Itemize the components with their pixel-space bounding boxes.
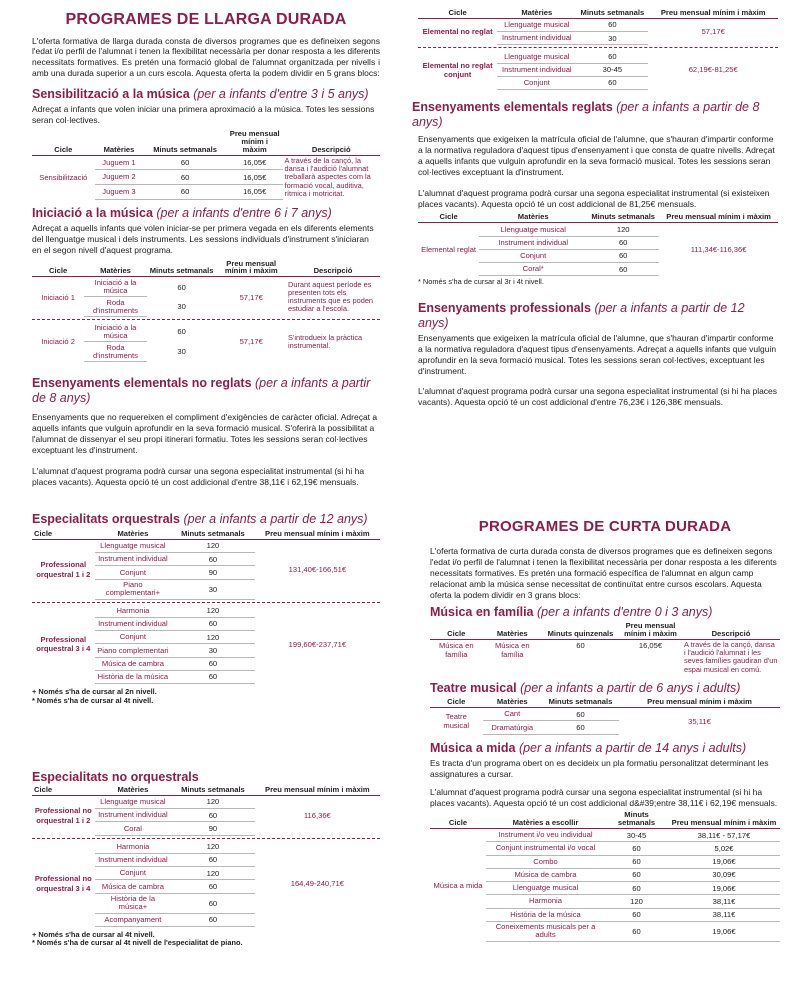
col-materies: Matèries a escollir — [486, 810, 605, 828]
col-preu: Preu mensual mínim i màxim — [619, 621, 682, 639]
desc-cell: A través de la cançó, dansa i l'audició l'alumnat i les seves famílies gaudiran d'un espai musical en comú. — [684, 640, 778, 674]
desc-cell: Durant aquest període es presenten tots els instruments que es poden estudiar a l'escola. — [288, 279, 374, 314]
col-descripcio: Descripció — [682, 621, 780, 639]
minuts-cell: 60 — [143, 170, 227, 185]
col-preu: Preu mensual mínim i màxim — [216, 259, 286, 277]
materia-cell: Piano complementari — [95, 644, 172, 657]
cycle-cell: Iniciació 1 — [41, 292, 75, 302]
familia-title: Música en família (per a infants d'entre 0 i 3 anys) — [430, 604, 713, 619]
minuts-cell: 60 — [576, 641, 585, 651]
materia-cell: Juguem 3 — [95, 185, 144, 200]
minuts-cell: 60 — [605, 921, 668, 941]
materia-cell: Conjunt — [95, 566, 172, 579]
minuts-cell: 60 — [605, 868, 668, 881]
preu-cell: 38,11€ — [668, 895, 780, 908]
materia-cell: Harmonia — [95, 841, 172, 854]
col-descripcio: Descripció — [283, 129, 380, 155]
materia-cell: Conjunt — [95, 631, 172, 644]
curta-block — [430, 518, 780, 942]
cycle-cell: Sensibilització — [39, 172, 88, 182]
col-minuts: Minuts setmanals — [171, 529, 255, 539]
materia-cell: Música de cambra — [95, 657, 172, 670]
preu-cell: 57,17€ — [239, 292, 263, 302]
desc-cell: S'introdueix la pràctica instrumental. — [288, 332, 363, 350]
col-materies: Matèries — [84, 259, 147, 277]
iniciacio-table — [32, 259, 380, 363]
preu-cell: 164,49-240,71€ — [290, 878, 344, 888]
preu-cell: 116,36€ — [303, 810, 331, 820]
materia-cell: Instrument individual — [95, 809, 172, 822]
group-divider — [32, 602, 380, 603]
noreglats-title: Ensenyaments elementals no reglats (per a infants a partir de 8 anys) — [32, 376, 371, 406]
materia-cell: Roda d'instruments — [84, 342, 147, 362]
cycle-cell: Professional no orquestral 3 i 4 — [34, 874, 92, 893]
minuts-cell: 60 — [171, 853, 255, 866]
minuts-cell: 60 — [576, 76, 648, 89]
minuts-cell: 120 — [171, 539, 255, 552]
llarga-intro: L'oferta formativa de llarga durada consta de diversos programes que es defineixen segons l'edat i/o perfil de l'alumnat i tenen la flexibilitat necessària per donar resposta a les diferents necessitats formatives. Es pretén una formació global de l'alumnat organitzada per nivells i amb una durada superior a un curs escola. Aquesta oferta la podem dividir en 5 grans blocs: — [32, 35, 380, 79]
materia-cell: Instrument i/o veu individual — [486, 829, 605, 842]
minuts-cell: 90 — [171, 566, 255, 579]
reglats-text2: L'alumnat d'aquest programa podrà cursar una segona especialitat instrumental (si existeixen places vacants). Aquesta opció té un cost addicional de 81,25€ mensuals. — [418, 187, 770, 209]
minuts-cell: 60 — [576, 50, 648, 63]
cycle-cell: Elemental no reglat conjunt — [422, 60, 493, 80]
minuts-cell: 30 — [576, 32, 648, 45]
materia-cell: Història de la música+ — [95, 893, 172, 913]
reglats-note: * Només s'ha de cursar al 3r i 4t nivell. — [418, 277, 544, 287]
cycle-cell: Professional no orquestral 1 i 2 — [34, 806, 92, 825]
materia-cell: Combo — [486, 855, 605, 868]
noreglats-text1: Ensenyaments que no requereixen el compliment d'exigències de caràcter oficial. Adreçat a aquells infants que vulguin aprofundir en la seva formació musical. S'oferirà la possibilitat a l'alumnat de dissenyar el seu propi itinerari formatiu. Totes les sessions seran col·lectives exceptuant les d'instrument. — [32, 412, 378, 455]
minuts-cell: 60 — [143, 185, 227, 200]
materia-cell: Llenguatge musical — [486, 882, 605, 895]
col-minuts: Minuts setmanals — [143, 129, 227, 155]
cycle-cell: Iniciació 2 — [41, 337, 75, 347]
materia-cell: Llenguatge musical — [95, 795, 172, 808]
cycle-cell: Elemental no reglat — [422, 27, 493, 37]
materia-cell: Harmonia — [95, 605, 172, 618]
col-cicle: Cicle — [32, 529, 95, 539]
materia-cell: Música de cambra — [95, 880, 172, 893]
llarga-title: PROGRAMES DE LLARGA DURADA — [65, 11, 347, 28]
materia-cell: Coneixements musicals per a adults — [486, 921, 605, 941]
preu-cell: 30,09€ — [668, 868, 780, 881]
minuts-cell: 120 — [171, 841, 255, 854]
col-minuts: Minuts setmanals — [605, 810, 668, 828]
minuts-cell: 90 — [171, 822, 255, 835]
col-preu: Preu mensual mínim i màxim — [648, 8, 778, 18]
preu-cell: 62,19€-81,25€ — [688, 65, 738, 75]
preu-cell: 38,11€ — [668, 908, 780, 921]
orquestrals-title: Especialitats orquestrals (per a infants a partir de 12 anys) — [32, 512, 368, 526]
minuts-cell: 60 — [171, 880, 255, 893]
preu-cell: 131,40€-166,51€ — [288, 564, 347, 574]
col-minuts: Minuts setmanals — [147, 259, 217, 277]
col-descripcio: Descripció — [286, 259, 380, 277]
cycle-cell: Música a mida — [433, 880, 483, 890]
col-cicle: Cicle — [418, 8, 497, 18]
minuts-cell: 60 — [605, 855, 668, 868]
preu-cell: 19,06€ — [668, 921, 780, 941]
minuts-cell: 60 — [177, 327, 186, 337]
materia-cell: Llenguatge musical — [497, 50, 576, 63]
reglats-title: Ensenyaments elementals reglats (per a infants a partir de 8 anys) — [412, 100, 760, 130]
col-cicle: Cicle — [32, 129, 95, 155]
minuts-cell: 120 — [587, 223, 659, 236]
minuts-cell: 30-45 — [576, 63, 648, 76]
materia-cell: Conjunt — [497, 76, 576, 89]
orquestrals-note1: + Només s'ha de cursar al 2n nivell. — [32, 687, 157, 697]
minuts-cell: 60 — [171, 893, 255, 913]
teatre-table — [430, 697, 780, 734]
noorquestrals-note2: * Només s'ha de cursar al 4t nivell de l'especialitat de piano. — [32, 938, 243, 948]
col-materies: Matèries — [95, 129, 144, 155]
materia-cell: Instrument individual — [479, 236, 587, 249]
col-preu: Preu mensual mínim i màxim — [668, 810, 780, 828]
minuts-cell: 60 — [177, 282, 186, 292]
mida-table — [430, 810, 780, 942]
minuts-cell: 60 — [587, 263, 659, 276]
professionals-title: Ensenyaments professionals (per a infants a partir de 12 anys) — [418, 300, 745, 330]
minuts-cell: 120 — [605, 895, 668, 908]
col-materies: Matèries — [483, 621, 543, 639]
minuts-cell: 60 — [587, 249, 659, 262]
desc-cell: A través de la cançó, la dansa i l'audició l'alumnat treballarà aspectes com la formació vocal, auditiva, rítmica i motricitat. — [284, 156, 371, 198]
minuts-cell: 60 — [605, 908, 668, 921]
materia-cell: Conjunt — [479, 249, 587, 262]
col-materies: Matèries — [95, 785, 172, 795]
mida-text1: Es tracta d'un programa obert on es decideix un pla formatiu personalitzat determinant les assignatures a cursar. — [430, 757, 769, 779]
curta-intro: L'oferta formativa de curta durada consta de diversos programes que es defineixen segons l'edat i/o perfil de l'alumnat i tenen la flexibilitat necessària per donar resposta a les diferents necessitats formatives. Es pretén una formació específica de l'alumnat en algun camp relacionat amb la música sense necessitat de continuïtat entre cursos escolars. Aquesta oferta la podem dividir en 3 grans blocs: — [430, 546, 777, 600]
minuts-cell: 60 — [605, 882, 668, 895]
noorquestrals-block — [32, 770, 380, 948]
minuts-cell: 120 — [171, 795, 255, 808]
materia-cell: Piano complementari+ — [95, 579, 172, 599]
materia-cell: Roda d'instruments — [84, 297, 147, 317]
materia-cell: Coral — [95, 822, 172, 835]
materia-cell: Instrument individual — [95, 553, 172, 566]
iniciacio-text: Adreçat a aquells infants que volen iniciar-se per primera vegada en els diferents elements del llenguatge musical i dels instruments. Les sessions individuals d'instrument s'iniciaran en el segon nivell d'aquest programa. — [32, 222, 374, 255]
col-materies: Matèries — [479, 212, 587, 222]
preu-cell: 16,05€ — [227, 155, 283, 170]
materia-cell: Llenguatge musical — [497, 18, 576, 31]
materia-cell: Instrument individual — [497, 32, 576, 45]
iniciacio-title: Iniciació a la música (per a infants d'entre 6 i 7 anys) — [32, 205, 332, 220]
minuts-cell: 60 — [171, 553, 255, 566]
col-preu: Preu mensual mínim i màxim — [659, 212, 778, 222]
preu-cell: 16,05€ — [227, 185, 283, 200]
materia-cell: Conjunt instrumental i/o vocal — [486, 842, 605, 855]
noorquestrals-note1: + Només s'ha de cursar al 4t nivell. — [32, 929, 155, 939]
minuts-cell: 120 — [171, 631, 255, 644]
mida-text2: L'alumnat d'aquest programa podrà cursar una segona especialitat instrumental (si hi ha places vacants). Aquesta opció té un cost addicional d&#39;entre 38,11€ i 62,19€ mensuals. — [430, 787, 778, 809]
minuts-cell: 30 — [177, 302, 186, 312]
col-minuts: Minuts setmanals — [542, 697, 619, 707]
materia-cell: Instrument individual — [497, 63, 576, 76]
mida-title: Música a mida (per a infants a partir de 14 anys i adults) — [430, 740, 747, 755]
group-divider — [32, 838, 380, 839]
right-top — [412, 8, 778, 408]
sensibilitzacio-text: Adreçat a infants que volen iniciar una primera aproximació a la música. Totes les sessions seran col·lectives. — [32, 104, 375, 125]
orquestrals-table — [32, 529, 380, 684]
minuts-cell: 60 — [587, 236, 659, 249]
orquestrals-note2: * Només s'ha de cursar al 4t nivell. — [32, 695, 154, 705]
noreglats-text2: L'alumnat d'aquest programa podrà cursar una segona especialitat instrumental (si hi ha places vacants). Aquesta opció té un cost addicional d'entre 38,11€ i 62,19€ mensuals. — [32, 465, 365, 487]
materia-cell: Juguem 2 — [95, 170, 144, 185]
preu-cell: 199,60€-237,71€ — [288, 639, 347, 649]
minuts-cell: 120 — [171, 605, 255, 618]
preu-cell: 5,02€ — [668, 842, 780, 855]
preu-cell: 38,11€ - 57,17€ — [668, 829, 780, 842]
minuts-cell: 30 — [171, 579, 255, 599]
col-preu: Preu mensual mínim i màxim — [227, 129, 283, 155]
materia-cell: Història de la música — [95, 670, 172, 683]
minuts-cell: 60 — [605, 842, 668, 855]
materia-cell: Història de la música — [486, 908, 605, 921]
materia-cell: Instrument individual — [95, 617, 172, 630]
preu-cell: 57,17€ — [701, 27, 725, 37]
materia-cell: Música en família — [494, 641, 530, 660]
cycle-cell: Professional orquestral 3 i 4 — [36, 634, 91, 654]
teatre-title: Teatre musical (per a infants a partir de 6 anys i adults) — [430, 681, 741, 696]
col-preu: Preu mensual mínim i màxim — [255, 529, 380, 539]
group-divider — [32, 319, 380, 320]
preu-cell: 57,17€ — [239, 337, 263, 347]
left-column — [32, 10, 380, 487]
materia-cell: Iniciació a la música — [84, 322, 147, 341]
preu-cell: 111,34€-116,36€ — [690, 245, 747, 255]
col-minuts: Minuts setmanals — [587, 212, 659, 222]
materia-cell: Instrument individual — [95, 853, 172, 866]
minuts-cell: 60 — [171, 913, 255, 926]
minuts-cell: 60 — [171, 617, 255, 630]
reglats-table — [418, 212, 778, 276]
sensibilitzacio-title: Sensibilització a la música (per a infants d'entre 3 i 5 anys) — [32, 87, 369, 102]
materia-cell: Cant — [483, 708, 543, 721]
col-cicle: Cicle — [32, 259, 84, 277]
cycle-cell: Música en família — [438, 641, 474, 660]
preu-cell: 35,11€ — [688, 716, 711, 726]
materia-cell: Música de cambra — [486, 868, 605, 881]
minuts-cell: 60 — [171, 657, 255, 670]
elementalnoreglat-table — [418, 8, 778, 90]
col-materies: Matèries — [95, 529, 172, 539]
minuts-cell: 60 — [171, 809, 255, 822]
cycle-cell: Teatre musical — [443, 711, 470, 731]
reglats-text1: Ensenyaments que exigeixen la matrícula oficial de l'alumne, que s'hauran d'impartir conforme a la normativa reguladora d'aquest tipus d'ensenyament i que consta de quatre nivells. Adreçat a aquells infants que vulguin aprofundir en la seva formació musical. Totes les sessions seran col·lectives exceptuant la d'instrument. — [418, 134, 775, 177]
cycle-cell: Elemental reglat — [421, 245, 477, 255]
preu-cell: 16,05€ — [638, 641, 663, 651]
col-preu: Preu mensual mínim i màxim — [619, 697, 780, 707]
materia-cell: Conjunt — [95, 867, 172, 880]
minuts-cell: 60 — [143, 155, 227, 170]
minuts-cell: 30 — [177, 347, 186, 357]
col-cicle: Cicle — [430, 810, 486, 828]
col-minuts: Minuts quinzenals — [542, 621, 619, 639]
col-cicle: Cicle — [430, 621, 483, 639]
col-cicle: Cicle — [430, 697, 483, 707]
minuts-cell: 30-45 — [605, 829, 668, 842]
materia-cell: Juguem 1 — [95, 155, 144, 170]
materia-cell: Acompanyament — [95, 913, 172, 926]
col-preu: Preu mensual mínim i màxim — [255, 785, 380, 795]
orquestrals-block — [32, 512, 380, 705]
col-minuts: Minuts setmanals — [171, 785, 255, 795]
group-divider — [418, 47, 778, 48]
materia-cell: Llenguatge musical — [479, 223, 587, 236]
noorquestrals-title: Especialitats no orquestrals — [32, 770, 199, 784]
minuts-cell: 120 — [171, 867, 255, 880]
sensibilitzacio-table — [32, 129, 380, 200]
col-cicle: Cicle — [32, 785, 95, 795]
professionals-text2: L'alumnat d'aquest programa podrà cursar una segona especialitat instrumental (si hi ha places vacants). Aquesta opció té un cost addicional d'entre 76,23€ i 126,38€ mensuals. — [418, 386, 778, 408]
col-materies: Matèries — [497, 8, 576, 18]
minuts-cell: 60 — [542, 708, 619, 721]
col-minuts: Minuts setmanals — [576, 8, 648, 18]
minuts-cell: 60 — [542, 721, 619, 734]
materia-cell: Llenguatge musical — [95, 539, 172, 552]
professionals-text1: Ensenyaments que exigeixen la matrícula oficial de l'alumne, que s'hauran d'impartir conforme a la normativa reguladora d'aquest tipus d'ensenyaments. Adreçat a aquells infants que vulguin aprofundir en la seva formació musical. Totes les sessions seran col·lectives, exceptuant les d'instrument. — [418, 332, 777, 376]
col-cicle: Cicle — [418, 212, 479, 222]
materia-cell: Iniciació a la música — [84, 277, 147, 297]
cycle-cell: Professional orquestral 1 i 2 — [36, 560, 91, 579]
minuts-cell: 30 — [171, 644, 255, 657]
materia-cell: Coral* — [479, 263, 587, 276]
col-materies: Matèries — [483, 697, 543, 707]
noorquestrals-table — [32, 785, 380, 927]
materia-cell: Dramatúrgia — [483, 721, 543, 734]
preu-cell: 19,06€ — [668, 855, 780, 868]
preu-cell: 16,05€ — [227, 170, 283, 185]
minuts-cell: 60 — [171, 670, 255, 683]
familia-table — [430, 621, 780, 676]
minuts-cell: 60 — [576, 18, 648, 31]
materia-cell: Harmonia — [486, 895, 605, 908]
curta-title: PROGRAMES DE CURTA DURADA — [478, 518, 732, 535]
preu-cell: 19,06€ — [668, 882, 780, 895]
